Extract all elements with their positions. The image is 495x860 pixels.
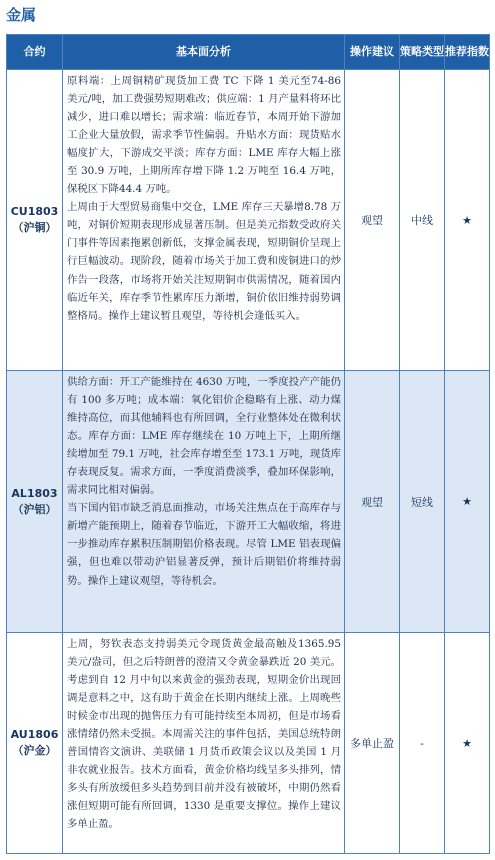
analysis-paragraph: 上周，努钦表态支持弱美元令现货黄金最高触及1365.95 美元/盎司，但之后特朗普的澄清又令黄金暴跌近 20 美元。考虑到自 12 月中旬以来黄金的强劲表现，短期金价出现回调是意料之中，这有助于黄金在长期内继续上涨。上周晚些时候金市出现的抛售压力有可能持续至本周初，但是市场看涨情绪仍然未受损。本周需关注的事件包括，美国总统特朗普国情咨文演讲、美联储 1 月货币政策会议以及美国 1 月非农就业报告。技术方面看，黄金价格均线呈多头排列，情多头有所放缓但多头趋势到目前并没有被破坏，中期仍然看涨但短期可能有所回调，1330 是重要支撑位。操作上建议多单止盈。 xyxy=(67,638,341,831)
rating-star-icon: ★ xyxy=(445,371,490,633)
contract-cell xyxy=(7,70,63,371)
rating-star-icon: ★ xyxy=(445,633,490,854)
advice-cell: 多单止盈 xyxy=(345,633,400,854)
table-row xyxy=(7,371,490,633)
analysis-paragraph: 供给方面：开工产能维持在 4630 万吨，一季度投产产能仍有 100 多万吨；成本端：氧化铝价企稳略有上涨、动力煤维持高位，而其他辅料也有所回调，全行业整体处在微利状态。库存方面：LME 库存继续在 10 万吨上下，上期所继续增加至 79.1 万吨，社会库存增至至 173.1 万吨，现货库存表现反复。需求方面，一季度消费淡季，叠加环保影响，需求同比相对偏弱。 xyxy=(67,376,341,497)
header-contract: 合约 xyxy=(7,35,63,70)
rating-star-icon: ★ xyxy=(445,70,490,371)
advice-cell: 观望 xyxy=(345,70,400,371)
header-analysis: 基本面分析 xyxy=(63,35,345,70)
section-title: 金属 xyxy=(6,6,37,24)
strategy-cell: - xyxy=(400,633,445,854)
strategy-cell: 短线 xyxy=(400,371,445,633)
analysis-paragraph: 上周由于大型贸易商集中交仓，LME 库存三天暴增8.78 万吨，对铜价短期表现形成显著压制。但是美元指数受政府关门事件等因素拖累创新低，支撑金属表现，短期铜价呈现上行巨幅波动。现阶段，随着市场关于加工费和废铜进口的炒作告一段落，市场将开始关注短期铜市供需情况，随着国内临近年关，库存季节性累库压力渐增，铜价依旧维持弱势调整格局。操作上建议暂且观望，等待机会逢低买入。 xyxy=(67,201,341,322)
metals-table xyxy=(6,34,490,854)
header-row xyxy=(7,35,490,70)
contract-name: （沪铜） xyxy=(12,221,57,234)
contract-code: CU1803 xyxy=(10,205,59,218)
advice-cell: 观望 xyxy=(345,371,400,633)
contract-name: （沪铝） xyxy=(12,502,57,516)
contract-code: AL1803 xyxy=(11,486,58,500)
analysis-cell xyxy=(63,371,345,633)
contract-name: （沪金） xyxy=(12,744,57,757)
analysis-paragraph: 当下国内铝市缺乏消息面推动，市场关注焦点在于高库存与新增产能预期上，随着春节临近，下游开工大幅收缩，将进一步推动库存累积压制期铝价格表现。尽管 LME 铝表现偏强，但也难以带动沪铝显著反弹，预计后期铝价将维持弱势。操作上建议观望，等待机会。 xyxy=(67,502,341,587)
contract-cell xyxy=(7,371,63,633)
header-advice: 操作建议 xyxy=(345,35,400,70)
header-strategy: 策略类型 xyxy=(400,35,445,70)
strategy-cell: 中线 xyxy=(400,70,445,371)
contract-cell xyxy=(7,633,63,854)
contract-code: AU1806 xyxy=(10,728,59,741)
analysis-paragraph: 原料端：上周铜精矿现货加工费 TC 下降 1 美元至74-86 美元/吨，加工费强势短期难改；供应端：1 月产量料将环比减少，进口难以增长；需求端：临近春节，本周开始下游加工企业大量放假，需求季节性偏弱。升贴水方面：现货贴水幅度扩大，下游成交平淡；库存方面：LME 库存大幅上涨至 30.9 万吨，上期所库存增下降 1.2 万吨至 16.4 万吨，保税区下降44.4 万吨。 xyxy=(67,75,341,196)
table-row xyxy=(7,70,490,371)
analysis-cell xyxy=(63,633,345,854)
analysis-cell xyxy=(63,70,345,371)
header-rating: 推荐指数 xyxy=(445,35,490,70)
table-row xyxy=(7,633,490,854)
